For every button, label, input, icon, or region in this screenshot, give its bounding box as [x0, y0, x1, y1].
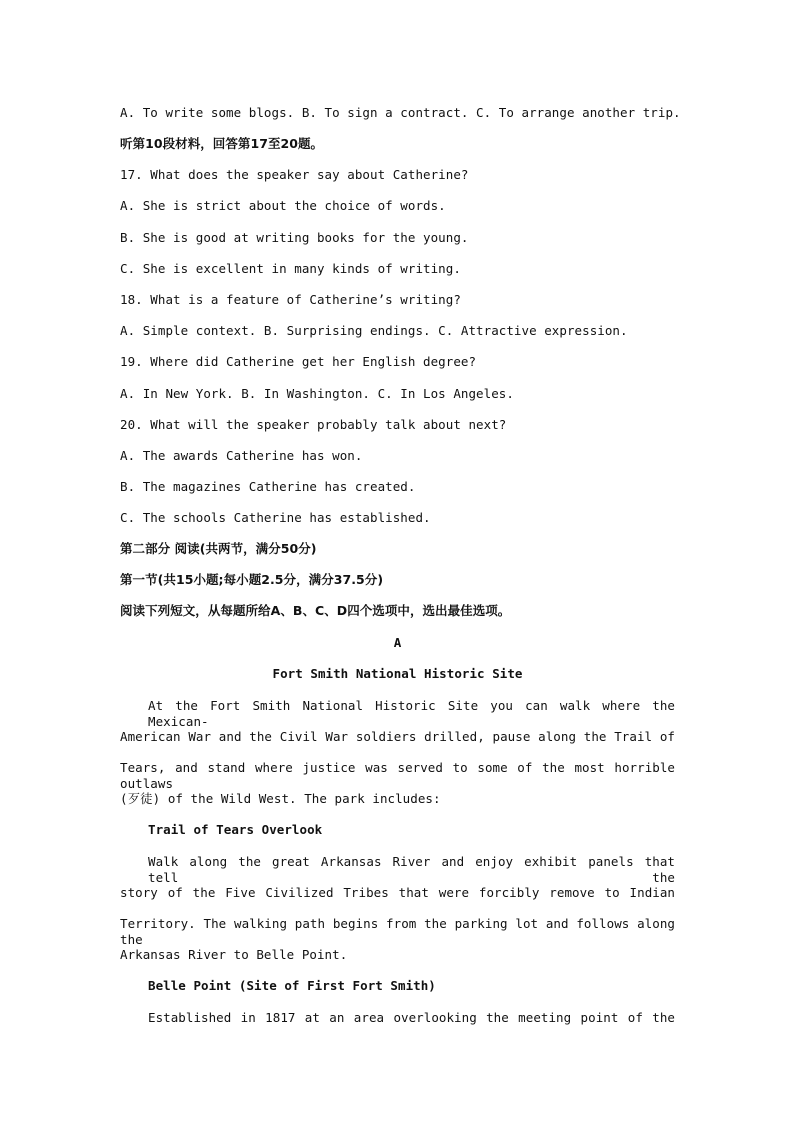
- question-20-option-c: C. The schools Catherine has established.: [120, 510, 431, 525]
- question-17-option-b: B. She is good at writing books for the young.: [120, 230, 469, 245]
- question-20-option-b: B. The magazines Catherine has created.: [120, 479, 416, 494]
- question-19: 19. Where did Catherine get her English degree?: [120, 354, 477, 369]
- question-16-options: A. To write some blogs. B. To sign a contract. C. To arrange another trip.: [120, 105, 681, 120]
- paragraph-3-line-1: Established in 1817 at an area overlooking the meeting point of the: [148, 1010, 675, 1025]
- part-2-heading: 第二部分 阅读(共两节，满分50分): [120, 541, 317, 556]
- reading-instructions: 阅读下列短文，从每题所给A、B、C、D四个选项中，选出最佳选项。: [120, 603, 511, 618]
- paragraph-1-line-1: At the Fort Smith National Historic Site you can walk where the Mexican-: [148, 698, 675, 729]
- question-17: 17. What does the speaker say about Catherine?: [120, 167, 469, 182]
- question-20-option-a: A. The awards Catherine has won.: [120, 448, 363, 463]
- passage-letter: A: [393, 635, 402, 650]
- question-20: 20. What will the speaker probably talk about next?: [120, 417, 507, 432]
- subheading-trail-of-tears: Trail of Tears Overlook: [148, 822, 323, 837]
- section-10-heading: 听第10段材料，回答第17至20题。: [120, 136, 324, 151]
- paragraph-2-line-3: Territory. The walking path begins from the parking lot and follows along the: [120, 916, 675, 947]
- question-18-options: A. Simple context. B. Surprising endings. C. Attractive expression.: [120, 323, 628, 338]
- paragraph-1-line-4: (歹徒) of the Wild West. The park includes:: [120, 791, 441, 806]
- paragraph-2-line-4: Arkansas River to Belle Point.: [120, 947, 348, 962]
- paragraph-1-line-2: American War and the Civil War soldiers drilled, pause along the Trail of: [120, 729, 675, 744]
- passage-title: Fort Smith National Historic Site: [272, 666, 523, 681]
- question-18: 18. What is a feature of Catherine’s writing?: [120, 292, 461, 307]
- paragraph-2-line-1: Walk along the great Arkansas River and enjoy exhibit panels that tell the: [148, 854, 675, 885]
- paragraph-1-line-3: Tears, and stand where justice was served to some of the most horrible outlaws: [120, 760, 675, 791]
- subheading-belle-point: Belle Point (Site of First Fort Smith): [148, 978, 436, 993]
- question-19-options: A. In New York. B. In Washington. C. In Los Angeles.: [120, 386, 514, 401]
- question-17-option-c: C. She is excellent in many kinds of writing.: [120, 261, 461, 276]
- question-17-option-a: A. She is strict about the choice of words.: [120, 198, 446, 213]
- section-1-heading: 第一节(共15小题;每小题2.5分，满分37.5分): [120, 572, 384, 587]
- paragraph-2-line-2: story of the Five Civilized Tribes that were forcibly remove to Indian: [120, 885, 675, 900]
